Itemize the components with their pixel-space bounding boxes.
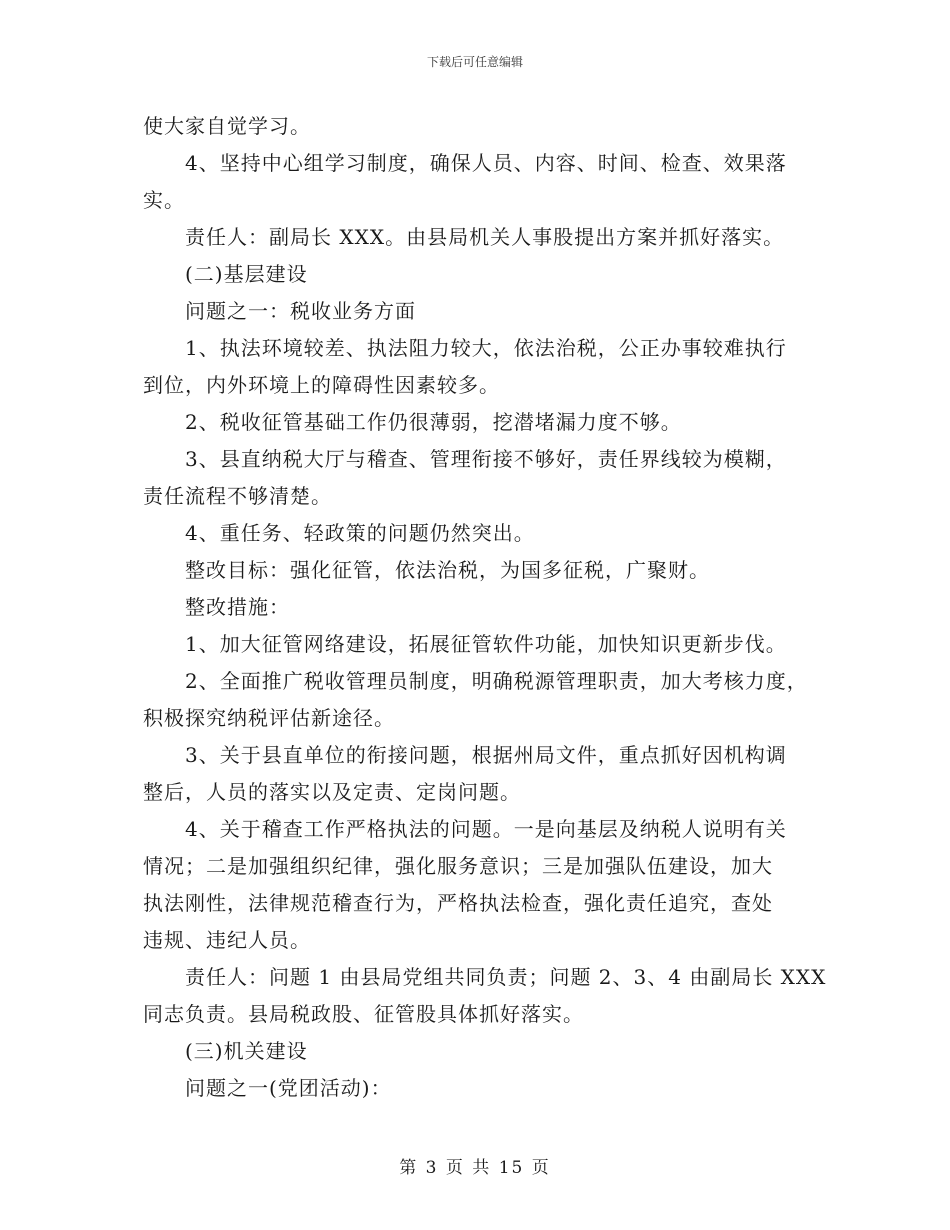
paragraph-line: 2、税收征管基础工作仍很薄弱，挖潜堵漏力度不够。 bbox=[185, 410, 682, 434]
paragraph-line: 3、关于县直单位的衔接问题，根据州局文件，重点抓好因机构调 bbox=[185, 743, 787, 767]
paragraph-line: 积极探究纳税评估新途径。 bbox=[143, 706, 395, 730]
paragraph-line: 使大家自觉学习。 bbox=[143, 114, 311, 138]
paragraph-line: 违规、违纪人员。 bbox=[143, 928, 311, 952]
paragraph-line: 责任流程不够清楚。 bbox=[143, 484, 332, 508]
paragraph-line: 1、加大征管网络建设，拓展征管软件功能，加快知识更新步伐。 bbox=[185, 632, 787, 656]
paragraph-line: 到位，内外环境上的障碍性因素较多。 bbox=[143, 373, 500, 397]
page-header: 下载后可任意编辑 bbox=[426, 55, 523, 69]
paragraph-line: (三)机关建设 bbox=[185, 1039, 308, 1063]
paragraph-line: 责任人：副局长 XXX。由县局机关人事股提出方案并抓好落实。 bbox=[185, 225, 785, 249]
paragraph-line: 问题之一(党团活动)： bbox=[185, 1076, 392, 1100]
paragraph-line: 同志负责。县局税政股、征管股具体抓好落实。 bbox=[143, 1002, 584, 1026]
paragraph-line: 4、关于稽查工作严格执法的问题。一是向基层及纳税人说明有关 bbox=[185, 817, 787, 841]
paragraph-line: 情况；二是加强组织纪律，强化服务意识；三是加强队伍建设，加大 bbox=[143, 854, 773, 878]
paragraph-line: 1、执法环境较差、执法阻力较大，依法治税，公正办事较难执行 bbox=[185, 336, 787, 360]
page-footer: 第 3 页 共 15 页 bbox=[399, 1158, 551, 1178]
paragraph-line: 执法刚性，法律规范稽查行为，严格执法检查，强化责任追究，查处 bbox=[143, 891, 773, 915]
paragraph-line: 2、全面推广税收管理员制度，明确税源管理职责，加大考核力度， bbox=[185, 669, 808, 693]
document-body bbox=[143, 108, 827, 1107]
paragraph-line: 问题之一：税收业务方面 bbox=[185, 299, 416, 323]
paragraph-line: 实。 bbox=[143, 188, 185, 212]
paragraph-line: 3、县直纳税大厅与稽查、管理衔接不够好，责任界线较为模糊， bbox=[185, 447, 787, 471]
paragraph-line: 4、坚持中心组学习制度，确保人员、内容、时间、检查、效果落 bbox=[185, 151, 787, 175]
paragraph-line: (二)基层建设 bbox=[185, 262, 308, 286]
paragraph-line: 责任人：问题 1 由县局党组共同负责；问题 2、3、4 由副局长 XXX bbox=[185, 965, 827, 989]
paragraph-line: 4、重任务、轻政策的问题仍然突出。 bbox=[185, 521, 535, 545]
paragraph-line: 整改措施： bbox=[185, 595, 290, 619]
paragraph-line: 整后，人员的落实以及定责、定岗问题。 bbox=[143, 780, 521, 804]
paragraph-line: 整改目标：强化征管，依法治税，为国多征税，广聚财。 bbox=[185, 558, 710, 582]
